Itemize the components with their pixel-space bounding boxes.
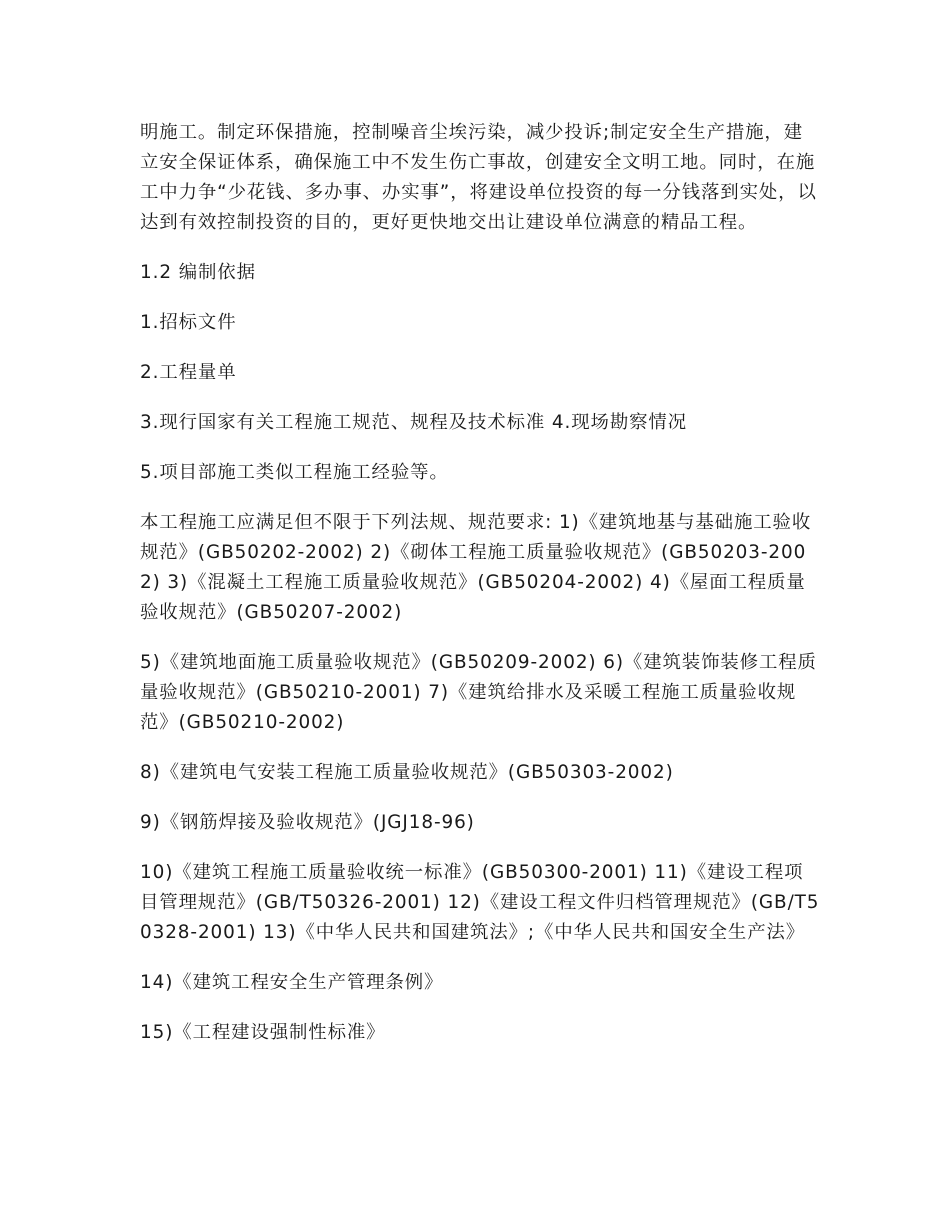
regulation-8: 8)《建筑电气安装工程施工质量验收规范》(GB50303-2002)	[140, 762, 674, 783]
regulation-9: 9)《钢筋焊接及验收规范》(JGJ18-96)	[140, 812, 475, 833]
intro-paragraph: 明施工。制定环保措施，控制噪音尘埃污染，减少投诉;制定安全生产措施，建立安全保证体系，确保施工中不发生伤亡事故，创建安全文明工地。同时，在施工中力争“少花钱、多办事、办实事”，将建设单位投资的每一分钱落到实处，以达到有效控制投资的目的，更好更快地交出让建设单位满意的精品工程。	[140, 122, 817, 233]
basis-item-2: 2.工程量单	[140, 362, 237, 383]
regulation-14: 14)《建筑工程安全生产管理条例》	[140, 972, 444, 993]
basis-item-1: 1.招标文件	[140, 312, 237, 333]
regulations-paragraph-3: 10)《建筑工程施工质量验收统一标准》(GB50300-2001) 11)《建设工程项目管理规范》(GB/T50326-2001) 12)《建设工程文件归档管理规范》(GB/T50328-2001) 13)《中华人民共和国建筑法》;《中华人民共和国安全生产法》	[140, 862, 820, 943]
basis-item-5: 5.项目部施工类似工程施工经验等。	[140, 462, 449, 483]
regulations-paragraph-2: 5)《建筑地面施工质量验收规范》(GB50209-2002) 6)《建筑装饰装修工程质量验收规范》(GB50210-2001) 7)《建筑给排水及采暖工程施工质量验收规范》(GB50210-2002)	[140, 652, 817, 733]
section-heading: 1.2 编制依据	[140, 262, 256, 283]
regulations-paragraph-1: 本工程施工应满足但不限于下列法规、规范要求: 1)《建筑地基与基础施工验收规范》(GB50202-2002) 2)《砌体工程施工质量验收规范》(GB50203-2002) 3)《混凝土工程施工质量验收规范》(GB50204-2002) 4)《屋面工程质量验收规范》(GB50207-2002)	[140, 512, 812, 623]
regulation-15: 15)《工程建设强制性标准》	[140, 1022, 386, 1043]
document-body	[140, 118, 820, 1068]
basis-item-3-4: 3.现行国家有关工程施工规范、规程及技术标准 4.现场勘察情况	[140, 412, 687, 433]
